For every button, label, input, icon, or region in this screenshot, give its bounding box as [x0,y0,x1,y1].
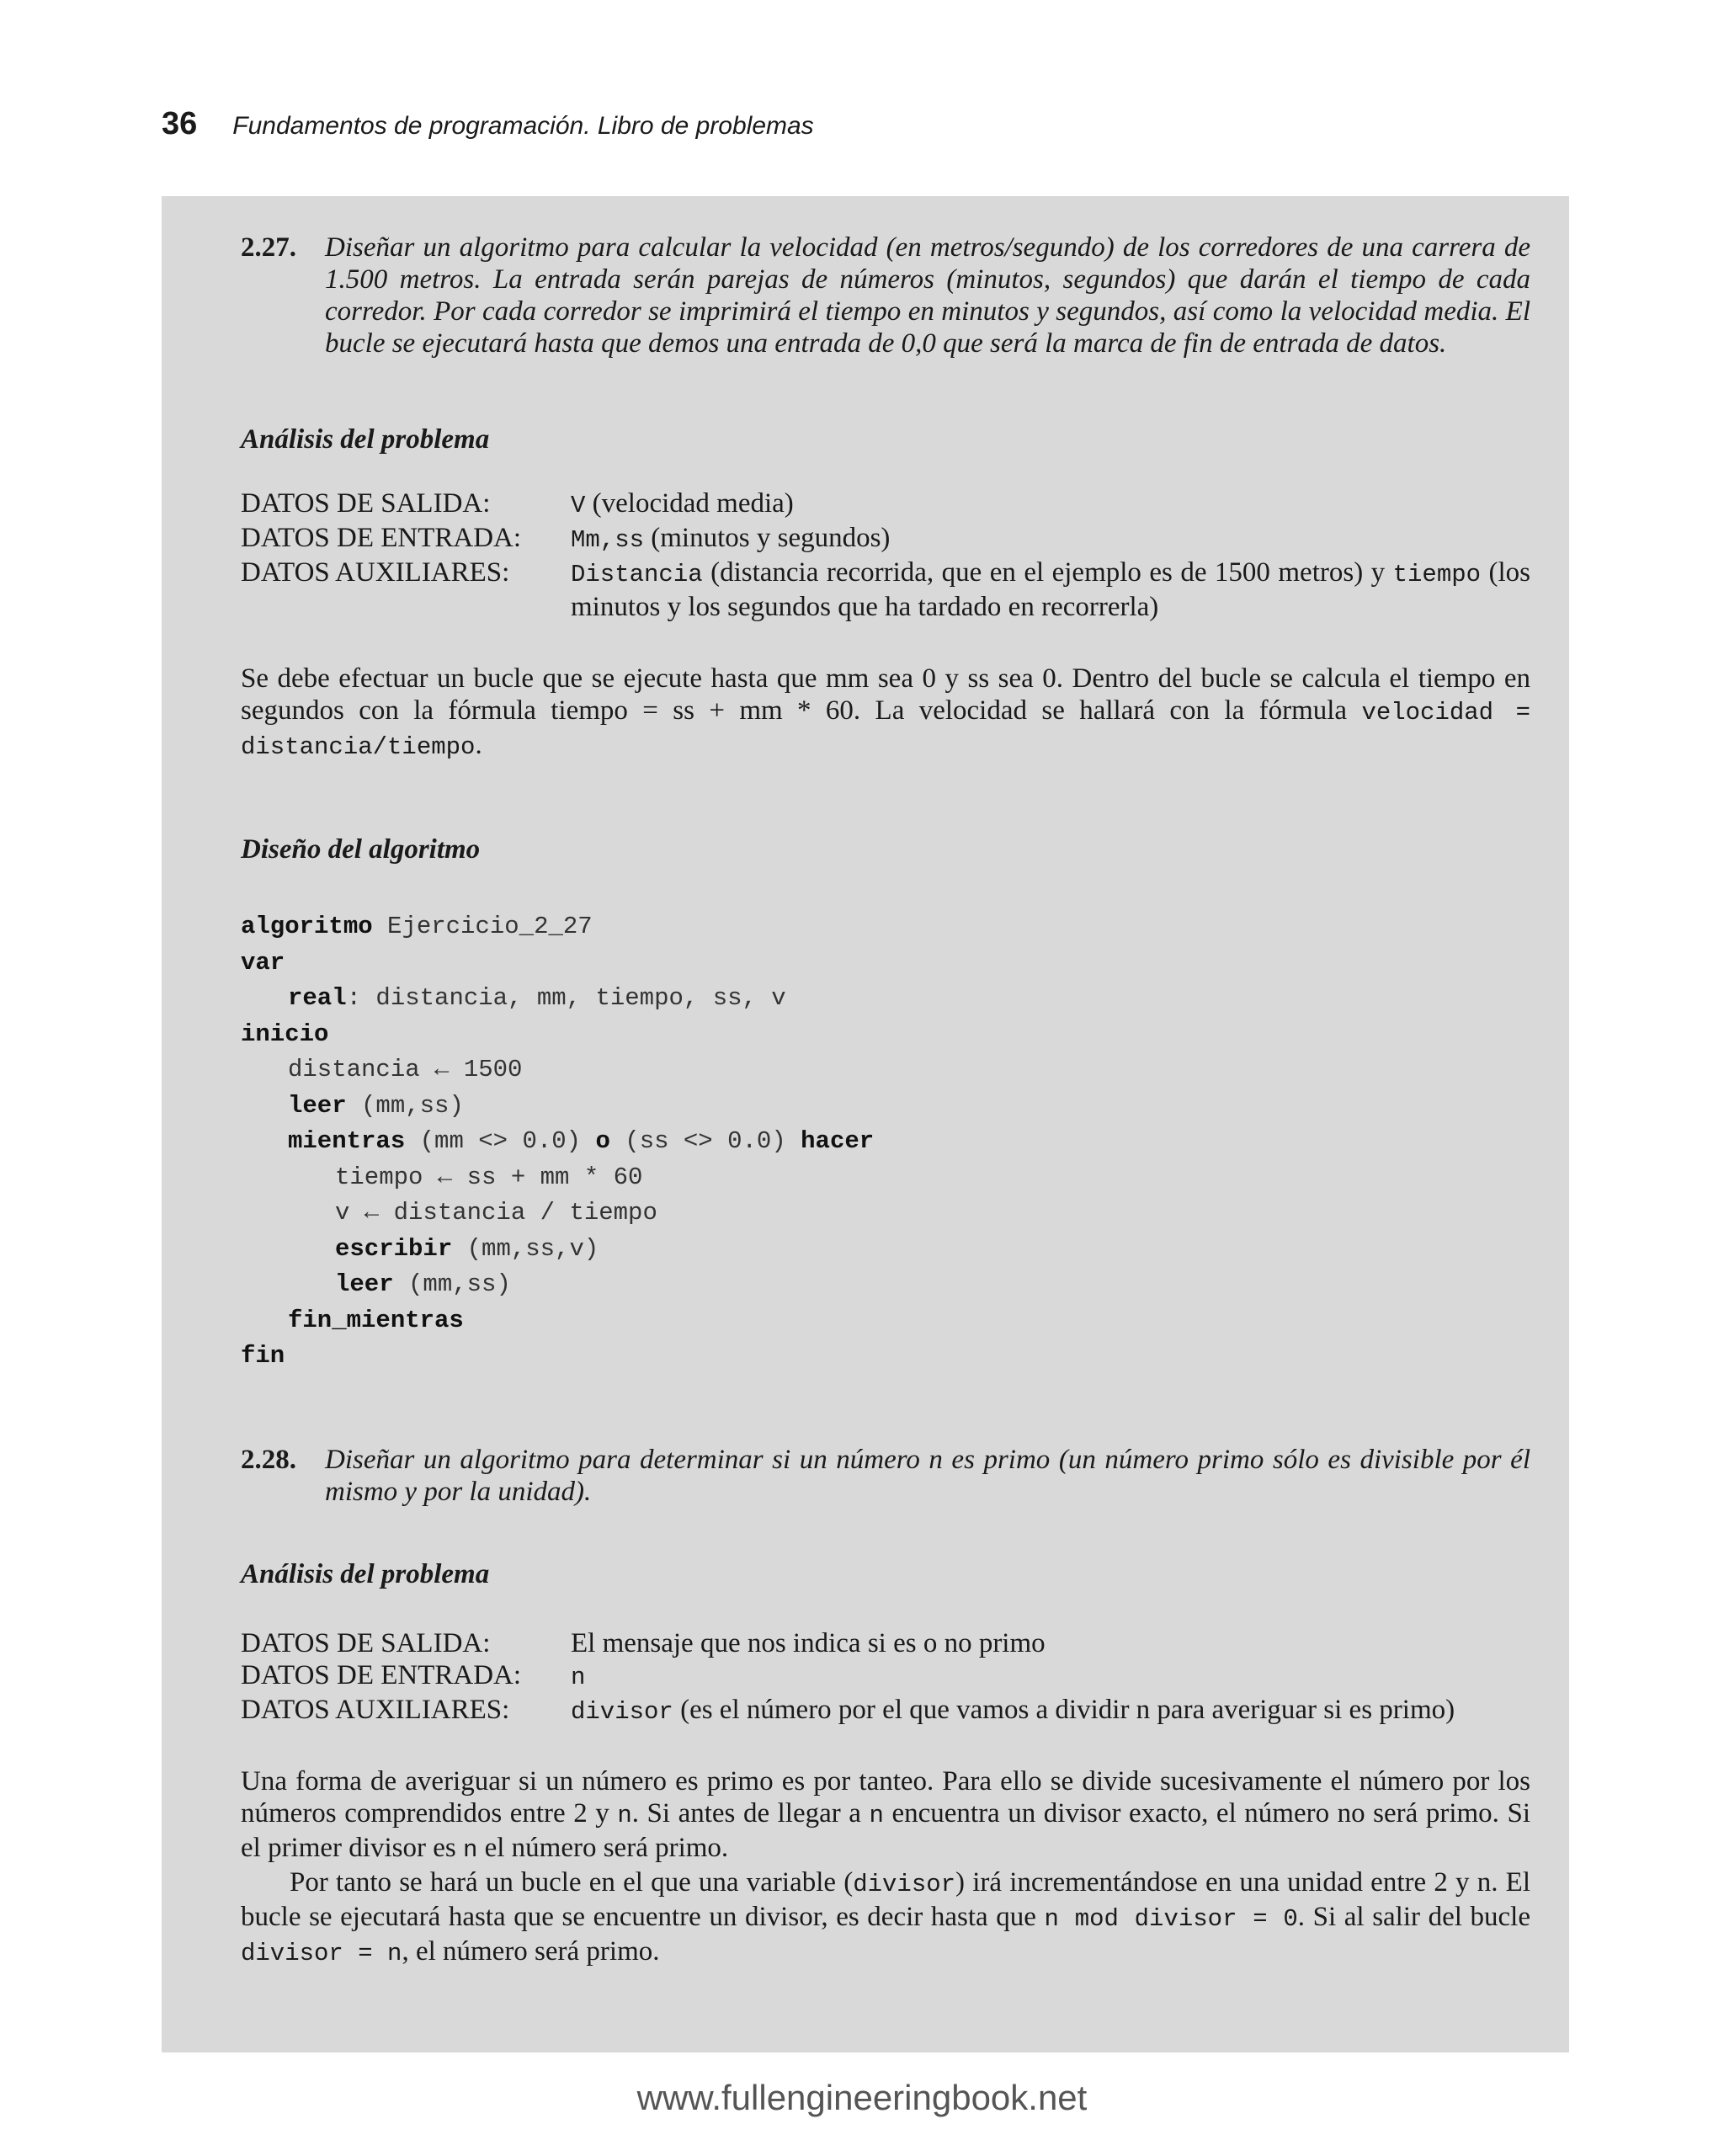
output-value: El mensaje que nos indica si es o no primo [571,1627,1046,1658]
code-line: v ← distancia / tiempo [335,1199,657,1227]
code-line: fin_mientras [288,1306,464,1334]
aux-value: divisor (es el número por el que vamos a dividir n para averiguar si es primo) [571,1694,1455,1726]
explanation-paragraph: Una forma de averiguar si un número es primo es por tanteo. Para ello se divide sucesivamente el número por los números comprendidos entre 2 y n. Si antes de llegar a n encuentra un divisor exacto, el número no será primo. Si el primer divisor es n el número será primo. [241,1765,1530,1864]
content-panel [162,196,1569,2052]
analysis-heading: Análisis del problema [241,424,490,455]
pseudocode-block [241,909,1530,1375]
code-line: leer (mm,ss) [335,1270,511,1298]
problem-number: 2.28. [241,1444,296,1475]
input-value: n [571,1663,586,1691]
data-table [241,1627,1530,1728]
code-line: mientras (mm <> 0.0) o (ss <> 0.0) hacer [288,1127,875,1155]
problem-2-28 [241,1444,1530,1508]
problem-statement: Diseñar un algoritmo para calcular la velocidad (en metros/segundo) de los corredores de una carrera de 1.500 metros. La entrada serán parejas de números (minutos, segundos) que darán el tiempo de cada corredor. Por cada corredor se imprimirá el tiempo en minutos y segundos, así como la velocidad media. El bucle se ejecutará hasta que demos una entrada de 0,0 que será la marca de fin de entrada de datos. [325,232,1530,359]
output-label: DATOS DE SALIDA: [241,488,491,519]
data-table [241,487,1530,623]
code-line: leer (mm,ss) [288,1091,464,1120]
content-body [241,232,1530,1970]
code-line: real: distancia, mm, tiempo, ss, v [288,984,786,1012]
problem-2-27 [241,232,1530,359]
code-line: distancia ← 1500 [288,1056,523,1083]
aux-label: DATOS AUXILIARES: [241,1694,510,1725]
code-line: tiempo ← ss + mm * 60 [335,1163,643,1191]
footer-url: www.fullengineeringbook.net [636,2078,1088,2117]
page-header [162,106,814,157]
input-label: DATOS DE ENTRADA: [241,523,522,553]
output-value: V (velocidad media) [571,488,794,519]
explanation-paragraph: Por tanto se hará un bucle en el que una variable (divisor) irá incrementándose en una unidad entre 2 y n. El bucle se ejecutará hasta que se encuentre un divisor, es decir hasta que n mod divisor = 0. Si al salir del bucle divisor = n, el número será primo. [241,1866,1530,1967]
code-line: inicio [241,1019,329,1048]
aux-value: Distancia (distancia recorrida, que en el ejemplo es de 1500 metros) y tiempo (los minutos y los segundos que ha tardado en recorrerla) [571,557,1530,622]
input-value: Mm,ss (minutos y segundos) [571,523,891,554]
page-number: 36 [162,106,198,141]
output-label: DATOS DE SALIDA: [241,1627,491,1658]
code-line: fin [241,1342,285,1370]
problem-number: 2.27. [241,232,296,263]
code-line: algoritmo Ejercicio_2_27 [241,913,593,940]
running-title: Fundamentos de programación. Libro de problemas [232,112,814,140]
input-label: DATOS DE ENTRADA: [241,1659,522,1690]
analysis-heading: Análisis del problema [241,1558,490,1589]
explanation-paragraph: Se debe efectuar un bucle que se ejecute hasta que mm sea 0 y ss sea 0. Dentro del bucle se calcula el tiempo en segundos con la fórmula tiempo = ss + mm * 60. La velocidad se hallará con la fórmula velocidad = distancia/tiempo. [241,663,1530,761]
code-line: var [241,948,285,977]
problem-statement: Diseñar un algoritmo para determinar si un número n es primo (un número primo sólo es divisible por él mismo y por la unidad). [325,1444,1530,1507]
aux-label: DATOS AUXILIARES: [241,557,510,588]
code-line: escribir (mm,ss,v) [335,1234,599,1263]
design-heading: Diseño del algoritmo [241,834,481,865]
